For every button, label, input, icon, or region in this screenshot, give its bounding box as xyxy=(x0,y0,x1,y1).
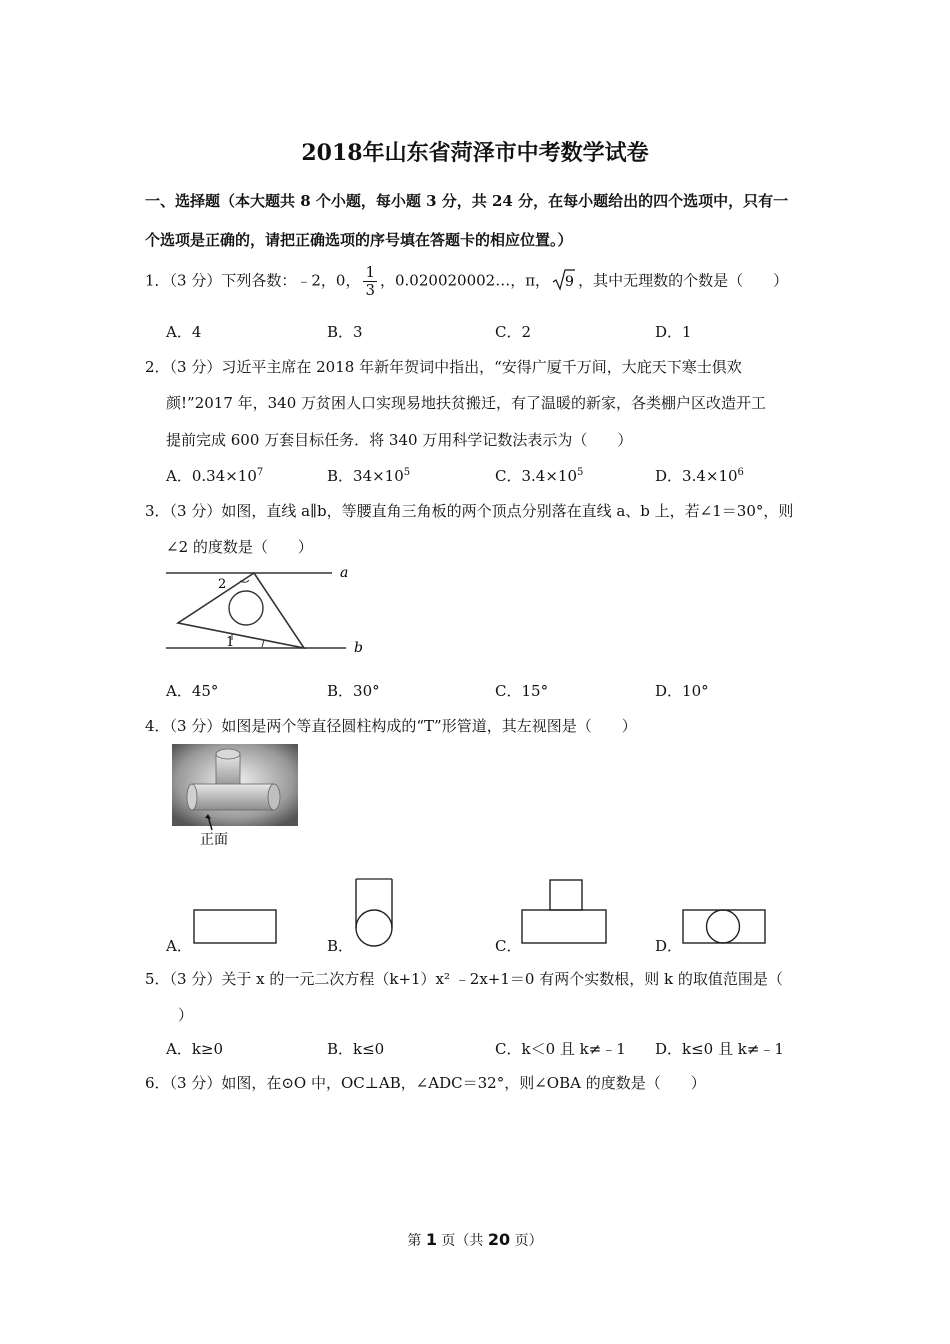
q2-option-a[interactable]: A．$0.34\times 10^7$ xyxy=(166,467,264,485)
q2-option-c[interactable]: C．$3.4\times 10^5$ xyxy=(495,467,584,485)
label-b: b xyxy=(354,640,363,656)
q4-option-b-figure xyxy=(352,876,396,948)
q3-line2: ∠2 的度数是（ ） xyxy=(166,538,313,556)
q3-parallel-lines-figure xyxy=(160,560,380,660)
q1-frac-numerator: 1 xyxy=(365,263,375,281)
q4-option-b[interactable]: B． xyxy=(327,937,354,955)
page-footer: 第 1 页（共 20 页） xyxy=(407,1230,543,1249)
q4-photo-label: 正面 xyxy=(200,832,228,848)
q1-fraction xyxy=(363,264,377,299)
q3-option-d[interactable]: D．10° xyxy=(655,682,709,700)
angle-2-arc xyxy=(240,580,249,582)
q1-text-mid: ，0.020020002…，π， xyxy=(380,271,551,290)
footer-total-pages: 20 xyxy=(487,1230,511,1249)
footer-page-number: 1 xyxy=(425,1230,437,1249)
q5-option-b[interactable]: B．k≤0 xyxy=(327,1040,385,1058)
q1-option-c[interactable]: C．2 xyxy=(495,323,532,341)
q2-option-b[interactable]: B．$34\times 10^5$ xyxy=(327,467,411,485)
q1-text-post: ，其中无理数的个数是（ ） xyxy=(578,271,789,290)
q6-line1: 6．（3 分）如图，在⊙O 中，OC⊥AB，∠ADC＝32°，则∠OBA 的度数是（ ） xyxy=(145,1074,706,1092)
q1-option-b[interactable]: B．3 xyxy=(327,323,363,341)
q3-option-b[interactable]: B．30° xyxy=(327,682,380,700)
q2-line1: 2．（3 分）习近平主席在 2018 年新年贺词中指出，“安得广厦千万间，大庇天下寒士俱欢 xyxy=(145,358,742,376)
q1-text-pre: 1．（3 分）下列各数：﹣2，0， xyxy=(145,271,361,290)
q4-t-pipe-photo xyxy=(172,744,298,850)
label-a: a xyxy=(340,565,349,581)
triangle-base xyxy=(178,623,304,648)
q4-option-a[interactable]: A． xyxy=(166,937,192,955)
q5-line2: ） xyxy=(178,1006,194,1024)
q4-option-d[interactable]: D． xyxy=(655,937,683,955)
q1-sqrt-arg: 9 xyxy=(565,273,574,290)
q5-option-c[interactable]: C．k＜0 且 k≠﹣1 xyxy=(495,1040,626,1058)
q5-line1: 5．（3 分）关于 x 的一元二次方程（k+1）x² ﹣2x+1＝0 有两个实数根，则 k 的取值范围是（ xyxy=(145,970,783,988)
q3-line1: 3．（3 分）如图，直线 a∥b，等腰直角三角板的两个顶点分别落在直线 a、b 上，若∠1＝30°，则 xyxy=(145,502,794,520)
q4-line1: 4．（3 分）如图是两个等直径圆柱构成的“T”形管道，其左视图是（ ） xyxy=(145,717,637,735)
q1-frac-denominator: 3 xyxy=(365,281,375,299)
triangle-ruler xyxy=(178,573,304,648)
section-heading-line2: 个选项是正确的，请把正确选项的序号填在答题卡的相应位置。） xyxy=(145,231,573,249)
section-heading-line1: 一、选择题（本大题共 8 个小题，每小题 3 分，共 24 分，在每小题给出的四个选项中，只有一 xyxy=(145,192,789,210)
q4-option-c-figure xyxy=(520,878,608,946)
q1-option-d[interactable]: D．1 xyxy=(655,323,692,341)
q5-option-d[interactable]: D．k≤0 且 k≠﹣1 xyxy=(655,1040,784,1058)
page-title: 2018年山东省菏泽市中考数学试卷 xyxy=(301,140,649,166)
q5-option-a[interactable]: A．k≥0 xyxy=(166,1040,224,1058)
label-angle-2: 2 xyxy=(218,577,227,592)
q2-line3: 提前完成 600 万套目标任务．将 340 万用科学记数法表示为（ ） xyxy=(166,431,633,449)
q4-option-c[interactable]: C． xyxy=(495,937,522,955)
question-1 xyxy=(145,264,788,299)
q4-option-a-figure xyxy=(192,908,280,946)
q1-sqrt xyxy=(552,268,576,296)
ruler-hole xyxy=(229,591,263,625)
label-angle-1: 1 xyxy=(226,635,235,650)
q2-line2: 颜!”2017 年，340 万贫困人口实现易地扶贫搬迁，有了温暖的新家，各类棚户区改造开工 xyxy=(166,394,767,412)
q4-option-d-figure xyxy=(681,908,769,946)
q1-option-a[interactable]: A．4 xyxy=(166,323,202,341)
q2-option-d[interactable]: D．$3.4\times 10^6$ xyxy=(655,467,744,485)
q3-option-c[interactable]: C．15° xyxy=(495,682,549,700)
q3-option-a[interactable]: A．45° xyxy=(166,682,219,700)
